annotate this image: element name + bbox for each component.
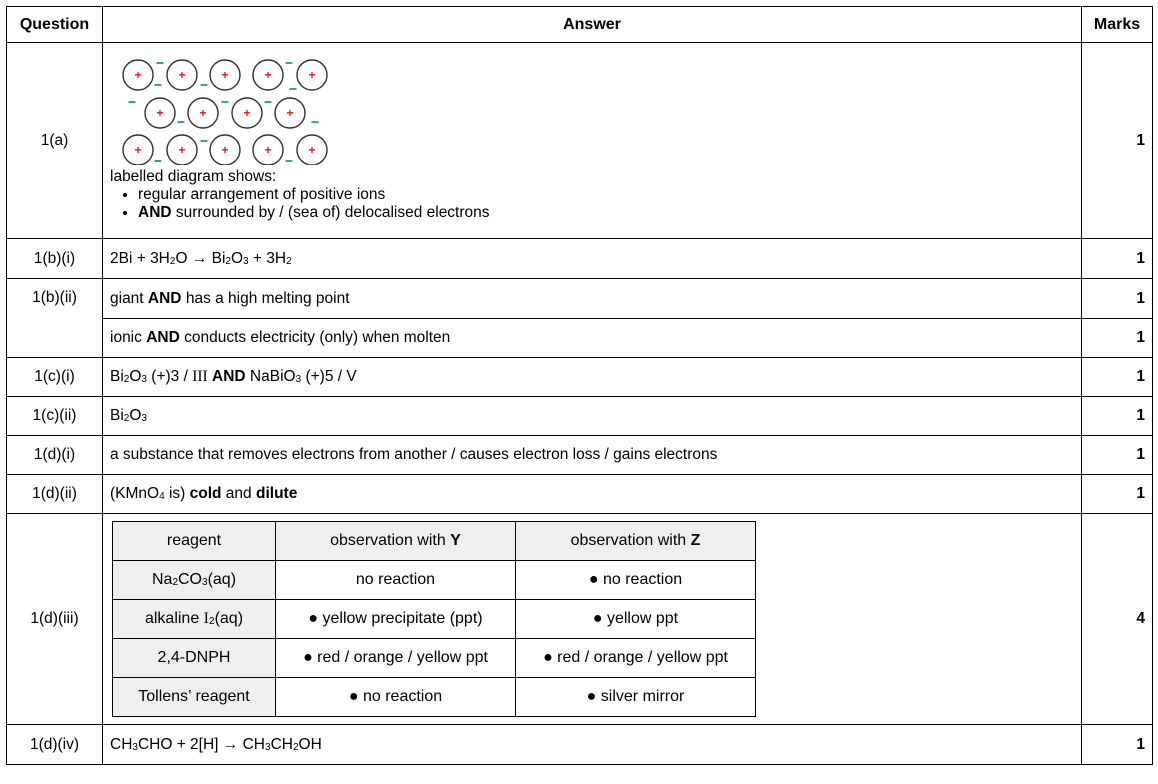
electron-mark	[178, 121, 185, 123]
text-segment: Bi	[110, 407, 124, 424]
subscript: 4	[159, 491, 165, 502]
question-number: 1(b)(ii)	[7, 279, 103, 358]
marks: 1	[1082, 436, 1153, 475]
text-segment: Bi	[110, 368, 124, 385]
row-1a	[7, 43, 1153, 239]
bold-text: dilute	[255, 485, 298, 502]
text-segment: ionic	[110, 329, 147, 346]
answer-cell	[103, 43, 1082, 239]
positive-ion	[210, 60, 240, 90]
positive-ion	[297, 135, 327, 165]
text-segment: (aq)	[207, 571, 237, 588]
text-segment: and	[221, 485, 256, 502]
marks: 1	[1082, 43, 1153, 239]
text-segment: O	[129, 407, 142, 424]
positive-ion	[297, 60, 327, 90]
answer-text	[103, 397, 1082, 436]
electron-mark	[265, 101, 272, 103]
text-segment: CH	[110, 735, 133, 753]
ion-charge-label: +	[221, 143, 229, 157]
ion-charge-label: +	[308, 68, 316, 82]
inner-header-cell	[276, 522, 516, 561]
observation-cell	[516, 639, 756, 678]
ion-charge-label: +	[134, 143, 142, 157]
text-segment: regular arrangement of positive ions	[138, 186, 386, 203]
question-number: 1(c)(ii)	[7, 397, 103, 436]
observation-cell	[276, 561, 516, 600]
subscript: 3	[141, 413, 147, 424]
positive-ion	[167, 60, 197, 90]
text-segment: OH	[298, 735, 322, 753]
text-segment: O	[230, 249, 244, 267]
bold-text: AND	[146, 329, 180, 346]
ion-charge-label: +	[178, 68, 186, 82]
bold-text: Z	[690, 532, 701, 549]
answer-text	[103, 239, 1082, 279]
electron-mark	[290, 88, 297, 90]
text-segment: alkaline	[144, 610, 204, 627]
bold-text: AND	[138, 204, 172, 221]
subscript: 2	[292, 741, 299, 753]
text-segment: a substance that removes electrons from another / causes electron loss / gains electrons	[110, 446, 718, 463]
row-1bii	[7, 279, 1153, 319]
row-1bi	[7, 239, 1153, 279]
text-segment: 2,4-DNPH	[157, 649, 231, 666]
text-segment: Na	[151, 571, 173, 588]
question-number: 1(d)(ii)	[7, 475, 103, 514]
ion-charge-label: +	[156, 106, 164, 120]
marks: 1	[1082, 475, 1153, 514]
ion-charge-label: +	[308, 143, 316, 157]
marks: 1	[1082, 279, 1153, 319]
marks: 1	[1082, 397, 1153, 436]
answer-text	[103, 725, 1082, 765]
row-1di	[7, 436, 1153, 475]
question-number: 1(d)(iv)	[7, 725, 103, 765]
reagent-cell	[113, 600, 276, 639]
question-number: 1(d)(i)	[7, 436, 103, 475]
ion-charge-label: +	[221, 68, 229, 82]
inner-header-cell	[113, 522, 276, 561]
inner-table-row	[113, 600, 756, 639]
bullet-item	[138, 204, 1074, 222]
electron-mark	[312, 121, 319, 123]
positive-ion	[253, 60, 283, 90]
row-1ci	[7, 358, 1153, 397]
text-segment: CHO + 2[H] → CH	[137, 735, 265, 753]
row-1cii	[7, 397, 1153, 436]
subscript: 2	[209, 616, 215, 627]
observation-cell	[276, 678, 516, 717]
text-segment: (aq)	[214, 610, 244, 627]
ion-charge-label: +	[134, 68, 142, 82]
text-segment: (KMnO	[110, 485, 160, 502]
text-segment: no reaction	[355, 571, 436, 588]
reagent-observation-table	[112, 521, 756, 717]
subscript: 2	[123, 374, 130, 385]
observation-cell	[516, 600, 756, 639]
text-segment: has a high melting point	[181, 289, 350, 307]
subscript: 2	[225, 255, 231, 267]
reagent-cell	[113, 561, 276, 600]
subscript: 2	[169, 255, 176, 267]
text-segment: (+)3 /	[146, 368, 193, 385]
positive-ion	[253, 135, 283, 165]
ion-charge-label: +	[286, 106, 294, 120]
positive-ion	[167, 135, 197, 165]
ion-charge-label: +	[243, 106, 251, 120]
positive-ion	[210, 135, 240, 165]
subscript: 3	[202, 577, 208, 588]
electron-mark	[157, 62, 164, 64]
answer-text	[103, 279, 1082, 319]
subscript: 3	[132, 741, 138, 753]
marks: 1	[1082, 358, 1153, 397]
text-segment: ● red / orange / yellow ppt	[543, 649, 728, 666]
text-segment: reagent	[166, 532, 222, 549]
observation-cell	[276, 600, 516, 639]
positive-ion	[123, 60, 153, 90]
ion-charge-label: +	[178, 143, 186, 157]
answer-text	[103, 436, 1082, 475]
electron-mark	[201, 84, 208, 86]
answer-text	[103, 475, 1082, 514]
marks: 4	[1082, 514, 1153, 725]
electron-mark	[286, 62, 293, 64]
text-segment: ● silver mirror	[586, 688, 685, 705]
observation-cell	[276, 639, 516, 678]
text-segment: O → Bi	[175, 249, 226, 267]
metallic-bonding-diagram	[110, 51, 330, 165]
answer-text	[103, 319, 1082, 358]
inner-header-cell	[516, 522, 756, 561]
subscript: 3	[265, 741, 271, 753]
text-segment: I	[203, 610, 209, 627]
ion-charge-label: +	[264, 143, 272, 157]
observation-cell	[516, 678, 756, 717]
electron-mark	[286, 160, 293, 162]
text-segment: CO	[178, 571, 202, 588]
text-segment: observation with	[330, 532, 451, 549]
text-segment: ● red / orange / yellow ppt	[303, 649, 488, 666]
text-segment: giant	[110, 289, 148, 307]
text-segment: O	[129, 368, 142, 385]
reagent-cell	[113, 678, 276, 717]
bold-text: cold	[189, 485, 222, 502]
text-segment: ● no reaction	[588, 571, 683, 588]
subscript: 3	[295, 374, 302, 385]
text-segment: ● yellow precipitate (ppt)	[308, 610, 483, 627]
inner-table-row	[113, 639, 756, 678]
text-segment: CH	[270, 735, 293, 753]
question-number: 1(c)(i)	[7, 358, 103, 397]
ion-charge-label: +	[199, 106, 207, 120]
bullet-item	[138, 186, 1074, 204]
row-1div	[7, 725, 1153, 765]
header-row	[7, 7, 1153, 43]
row-1bii-second	[7, 319, 1153, 358]
mark-scheme-table	[6, 6, 1153, 765]
text-segment: 2Bi + 3H	[110, 249, 170, 267]
text-segment: + 3H	[248, 249, 287, 267]
electron-mark	[201, 140, 208, 142]
bullet-list	[110, 186, 1074, 222]
question-number: 1(d)(iii)	[7, 514, 103, 725]
bold-text: AND	[147, 289, 182, 307]
inner-table-row	[113, 561, 756, 600]
text-segment: NaBiO	[245, 368, 296, 385]
ion-charge-label: +	[264, 68, 272, 82]
text-segment: ● no reaction	[348, 688, 443, 705]
header-answer: Answer	[103, 7, 1082, 43]
bold-text: AND	[212, 368, 246, 385]
electron-mark	[155, 160, 162, 162]
subscript: 3	[243, 255, 249, 267]
answer-text	[103, 358, 1082, 397]
text-segment: III	[192, 368, 208, 385]
text-segment: ● yellow ppt	[592, 610, 679, 627]
subscript: 2	[123, 413, 130, 424]
row-1diii	[7, 514, 1153, 725]
marks: 1	[1082, 725, 1153, 765]
inner-header-row	[113, 522, 756, 561]
text-segment: conducts electricity (only) when molten	[179, 329, 451, 346]
observation-cell	[516, 561, 756, 600]
header-marks: Marks	[1082, 7, 1153, 43]
answer-cell	[103, 514, 1082, 725]
text-segment: observation with	[570, 532, 691, 549]
marks: 1	[1082, 239, 1153, 279]
positive-ion	[123, 135, 153, 165]
diagram-caption: labelled diagram shows:	[110, 168, 277, 185]
marks: 1	[1082, 319, 1153, 358]
subscript: 2	[286, 255, 292, 267]
text-segment: (+)5 / V	[301, 368, 357, 385]
electron-mark	[155, 84, 162, 86]
bold-text: Y	[450, 532, 461, 549]
subscript: 2	[172, 577, 178, 588]
question-number: 1(b)(i)	[7, 239, 103, 279]
electron-mark	[129, 101, 136, 103]
positive-ion	[145, 98, 175, 128]
positive-ion	[188, 98, 218, 128]
inner-table-row	[113, 678, 756, 717]
positive-ion	[275, 98, 305, 128]
positive-ion	[232, 98, 262, 128]
text-segment: surrounded by / (sea of) delocalised electrons	[171, 204, 490, 221]
electron-mark	[222, 101, 229, 103]
header-question: Question	[7, 7, 103, 43]
text-segment: is)	[164, 485, 190, 502]
question-number: 1(a)	[7, 43, 103, 239]
row-1dii	[7, 475, 1153, 514]
reagent-cell	[113, 639, 276, 678]
text-segment: Tollens’ reagent	[138, 688, 250, 705]
subscript: 3	[141, 374, 147, 385]
